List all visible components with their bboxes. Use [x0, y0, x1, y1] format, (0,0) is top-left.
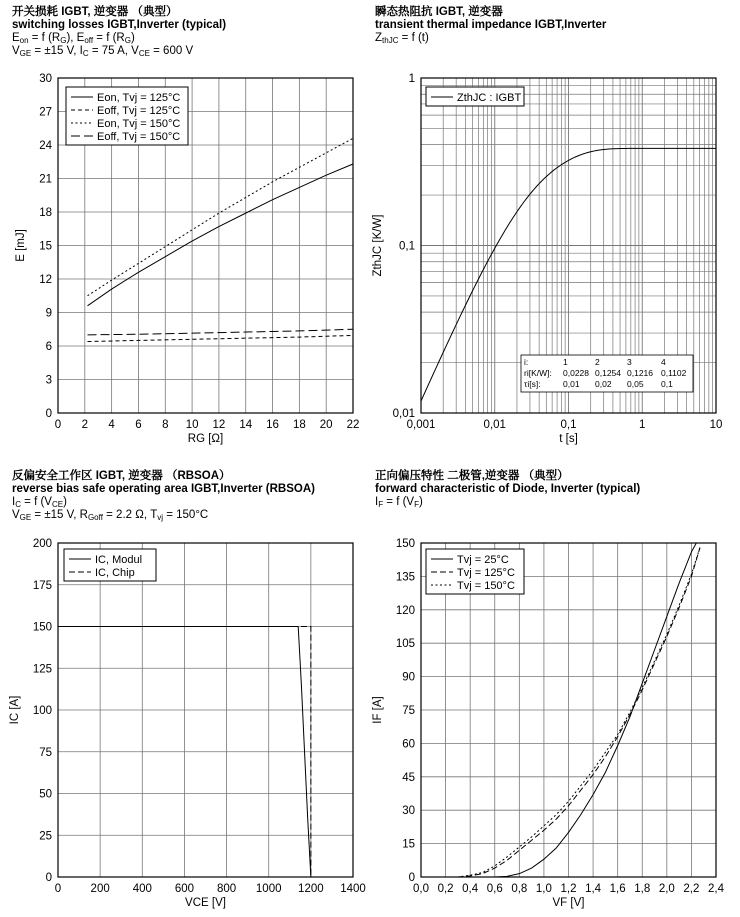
chart1-legend-entry: Eon, Tvj = 125°C	[97, 92, 181, 104]
chart2-table-cell: 3	[627, 357, 632, 367]
chart3-xtick-label: 1000	[255, 883, 282, 895]
chart4-ytick-label: 30	[402, 805, 415, 818]
chart1-series-4	[88, 329, 354, 335]
chart1-xtick-label: 4	[108, 419, 115, 431]
chart2-ytick-label: 0,1	[399, 240, 415, 253]
chart3-xlabel: VCE [V]	[185, 897, 226, 909]
chart1-xtick-label: 6	[135, 419, 142, 431]
chart1-ytick-label: 18	[39, 207, 52, 219]
chart4-ytick-label: 0	[408, 872, 415, 884]
chart2-xtick-label: 0,001	[406, 419, 436, 431]
chart4-diode-forward	[372, 538, 725, 909]
chart2-equation: $Z_{thJC} = f$ (t)	[375, 32, 429, 45]
chart1-xtick-label: 16	[266, 419, 279, 431]
chart2-table-cell: 0,01	[563, 379, 580, 389]
chart3-ytick-label: 125	[32, 663, 52, 676]
chart2-ytick-label: 0,01	[392, 408, 415, 420]
chart1-legend-entry: Eon, Tvj = 150°C	[97, 118, 181, 130]
chart1-conditions: $V_{GE} = \pm 15$ V, $I_C = 75$ A, $V_{CE} = 600$ V	[12, 45, 194, 58]
chart3-ylabel: IC [A]	[9, 695, 21, 725]
chart3-xtick-label: 400	[132, 883, 152, 895]
chart2-thermal-impedance	[372, 73, 722, 445]
chart3-xtick-label: 1400	[340, 883, 366, 895]
chart1-xtick-label: 0	[54, 419, 62, 431]
chart4-title-cn: 正向偏压特性 二极管,逆变器 （典型）	[375, 470, 569, 482]
chart1-xtick-label: 2	[81, 419, 89, 431]
chart1-ytick-label: 30	[39, 73, 52, 85]
chart1-legend-entry: Eoff, Tvj = 125°C	[97, 105, 181, 117]
chart4-series-2	[421, 547, 700, 877]
chart4-xtick-label: 1,4	[585, 883, 602, 895]
chart2-table-cell: 4	[661, 357, 666, 367]
chart1-series-2	[88, 335, 354, 341]
chart4-ytick-label: 135	[395, 571, 415, 584]
chart1-switching-losses	[15, 73, 359, 445]
chart1-xtick-label: 12	[212, 419, 226, 431]
chart2-ylabel: ZthJC [K/W]	[372, 214, 384, 277]
chart1-title-cn: 开关损耗 IGBT, 逆变器 （典型）	[12, 6, 178, 18]
chart3-xtick-label: 600	[174, 883, 195, 895]
chart1-xtick-label: 10	[185, 419, 199, 431]
chart4-legend-entry: Tvj = 150°C	[457, 580, 515, 592]
chart3-ytick-label: 25	[39, 830, 52, 843]
chart2-xtick-label: 10	[709, 419, 723, 431]
chart4-equation: $I_F = f$ $(V_F)$	[375, 496, 423, 509]
chart4-xlabel: VF [V]	[552, 897, 585, 909]
chart4-legend-entry: Tvj = 125°C	[457, 567, 515, 579]
chart2-table-cell: 0,1	[661, 379, 673, 389]
chart3-ytick-label: 150	[32, 621, 52, 634]
chart2-table-cell: 0,1216	[627, 368, 653, 378]
chart2-xtick-label: 1	[639, 419, 646, 431]
chart2-table-cell: ri[K/W]:	[524, 368, 552, 378]
chart4-legend-entry: Tvj = 25°C	[457, 554, 509, 566]
chart4-xtick-label: 2,4	[708, 883, 724, 895]
chart3-ytick-label: 0	[45, 872, 52, 884]
chart2-table-cell: i:	[524, 357, 529, 367]
chart4-series-3	[421, 547, 700, 877]
chart4-title: forward characteristic of Diode, Inverter (typical)	[375, 483, 641, 495]
chart1-ytick-label: 3	[45, 374, 52, 387]
chart3-rbsoa	[9, 538, 366, 909]
chart2-table-cell: 0,1102	[661, 368, 687, 378]
chart4-xtick-label: 1,0	[535, 883, 552, 895]
chart4-ytick-label: 120	[395, 604, 415, 617]
chart1-xtick-label: 8	[162, 419, 169, 431]
chart3-ytick-label: 200	[32, 538, 52, 550]
chart1-ytick-label: 15	[39, 240, 52, 253]
chart2-title: transient thermal impedance IGBT,Inverter	[375, 19, 607, 31]
chart1-xtick-label: 20	[319, 419, 333, 431]
chart4-xtick-label: 0,8	[511, 883, 528, 895]
chart4-ytick-label: 105	[395, 638, 415, 651]
chart2-table-cell: τi[s]:	[524, 379, 541, 389]
chart1-xtick-label: 14	[239, 419, 253, 431]
chart1-ytick-label: 12	[39, 274, 52, 286]
chart2-legend-entry: ZthJC : IGBT	[457, 92, 522, 104]
chart3-legend-entry: IC, Modul	[95, 554, 143, 566]
chart1-equation: $E_{on} = f$ $(R_G)$, $E_{off} = f$ $(R_G)$	[12, 32, 135, 45]
chart2-table-cell: 0,05	[627, 379, 644, 389]
chart2-xlabel: t [s]	[559, 433, 578, 445]
chart2-xtick-label: 0,1	[560, 419, 577, 431]
chart1-ylabel: E [mJ]	[15, 229, 27, 262]
chart3-equation: $I_C = f$ $(V_{CE})$	[12, 496, 67, 509]
chart1-series-3	[88, 138, 354, 295]
chart3-conditions: $V_{GE} = \pm 15$ V, $R_{Goff} = 2.2$ Ω, $T_{vj} = 150^\circ C$	[12, 509, 209, 522]
chart1-xtick-label: 18	[292, 419, 306, 431]
chart4-ytick-label: 15	[402, 838, 415, 851]
chart2-table-cell: 0,1254	[595, 368, 621, 378]
chart1-title: switching losses IGBT,Inverter (typical)	[12, 19, 227, 31]
chart4-xtick-label: 0,6	[486, 883, 503, 895]
chart1-ytick-label: 9	[45, 307, 52, 320]
chart3-ytick-label: 75	[39, 746, 52, 759]
chart3-xtick-label: 1200	[298, 883, 324, 895]
chart2-ytick-label: 1	[408, 73, 415, 85]
chart4-xtick-label: 0,2	[437, 883, 454, 895]
chart1-ytick-label: 21	[39, 173, 52, 186]
chart2-table-cell: 0,0228	[563, 368, 589, 378]
chart3-ytick-label: 100	[32, 705, 52, 717]
chart3-ytick-label: 50	[39, 788, 52, 801]
chart1-ytick-label: 0	[45, 408, 52, 420]
chart4-xtick-label: 1,8	[634, 883, 651, 895]
chart4-ytick-label: 75	[402, 705, 415, 717]
chart3-legend-entry: IC, Chip	[95, 567, 135, 579]
chart2-title-cn: 瞬态热阻抗 IGBT, 逆变器	[375, 6, 503, 18]
chart4-xtick-label: 0,4	[462, 883, 479, 895]
chart1-ytick-label: 6	[45, 341, 52, 353]
chart4-xtick-label: 2,2	[683, 883, 700, 895]
chart3-title-cn: 反偏安全工作区 IGBT, 逆变器 （RBSOA）	[12, 470, 231, 482]
chart3-title: reverse bias safe operating area IGBT,Inverter (RBSOA)	[12, 483, 315, 495]
chart2-table-cell: 1	[563, 357, 568, 367]
chart4-ytick-label: 90	[402, 671, 415, 684]
chart4-xtick-label: 2,0	[658, 883, 675, 895]
chart3-xtick-label: 0	[54, 883, 62, 895]
chart1-xtick-label: 22	[346, 419, 360, 431]
chart2-table-cell: 2	[595, 357, 600, 367]
chart4-ytick-label: 60	[402, 738, 415, 751]
chart3-ytick-label: 175	[32, 579, 52, 592]
chart4-ylabel: IF [A]	[372, 696, 384, 724]
chart2-table-cell: 0,02	[595, 379, 612, 389]
chart3-xtick-label: 200	[90, 883, 110, 895]
chart2-xtick-label: 0,01	[483, 419, 506, 431]
chart4-xtick-label: 1,6	[609, 883, 626, 895]
chart1-ytick-label: 24	[39, 140, 52, 152]
chart1-series-1	[88, 164, 354, 306]
chart4-xtick-label: 1,2	[560, 883, 577, 895]
chart1-xlabel: RG [Ω]	[187, 433, 224, 445]
chart4-xtick-label: 0,0	[413, 883, 429, 895]
chart4-ytick-label: 45	[402, 771, 415, 784]
chart4-ytick-label: 150	[395, 538, 415, 550]
chart3-xtick-label: 800	[216, 883, 237, 895]
chart1-legend-entry: Eoff, Tvj = 150°C	[97, 131, 181, 143]
chart1-ytick-label: 27	[39, 106, 52, 119]
